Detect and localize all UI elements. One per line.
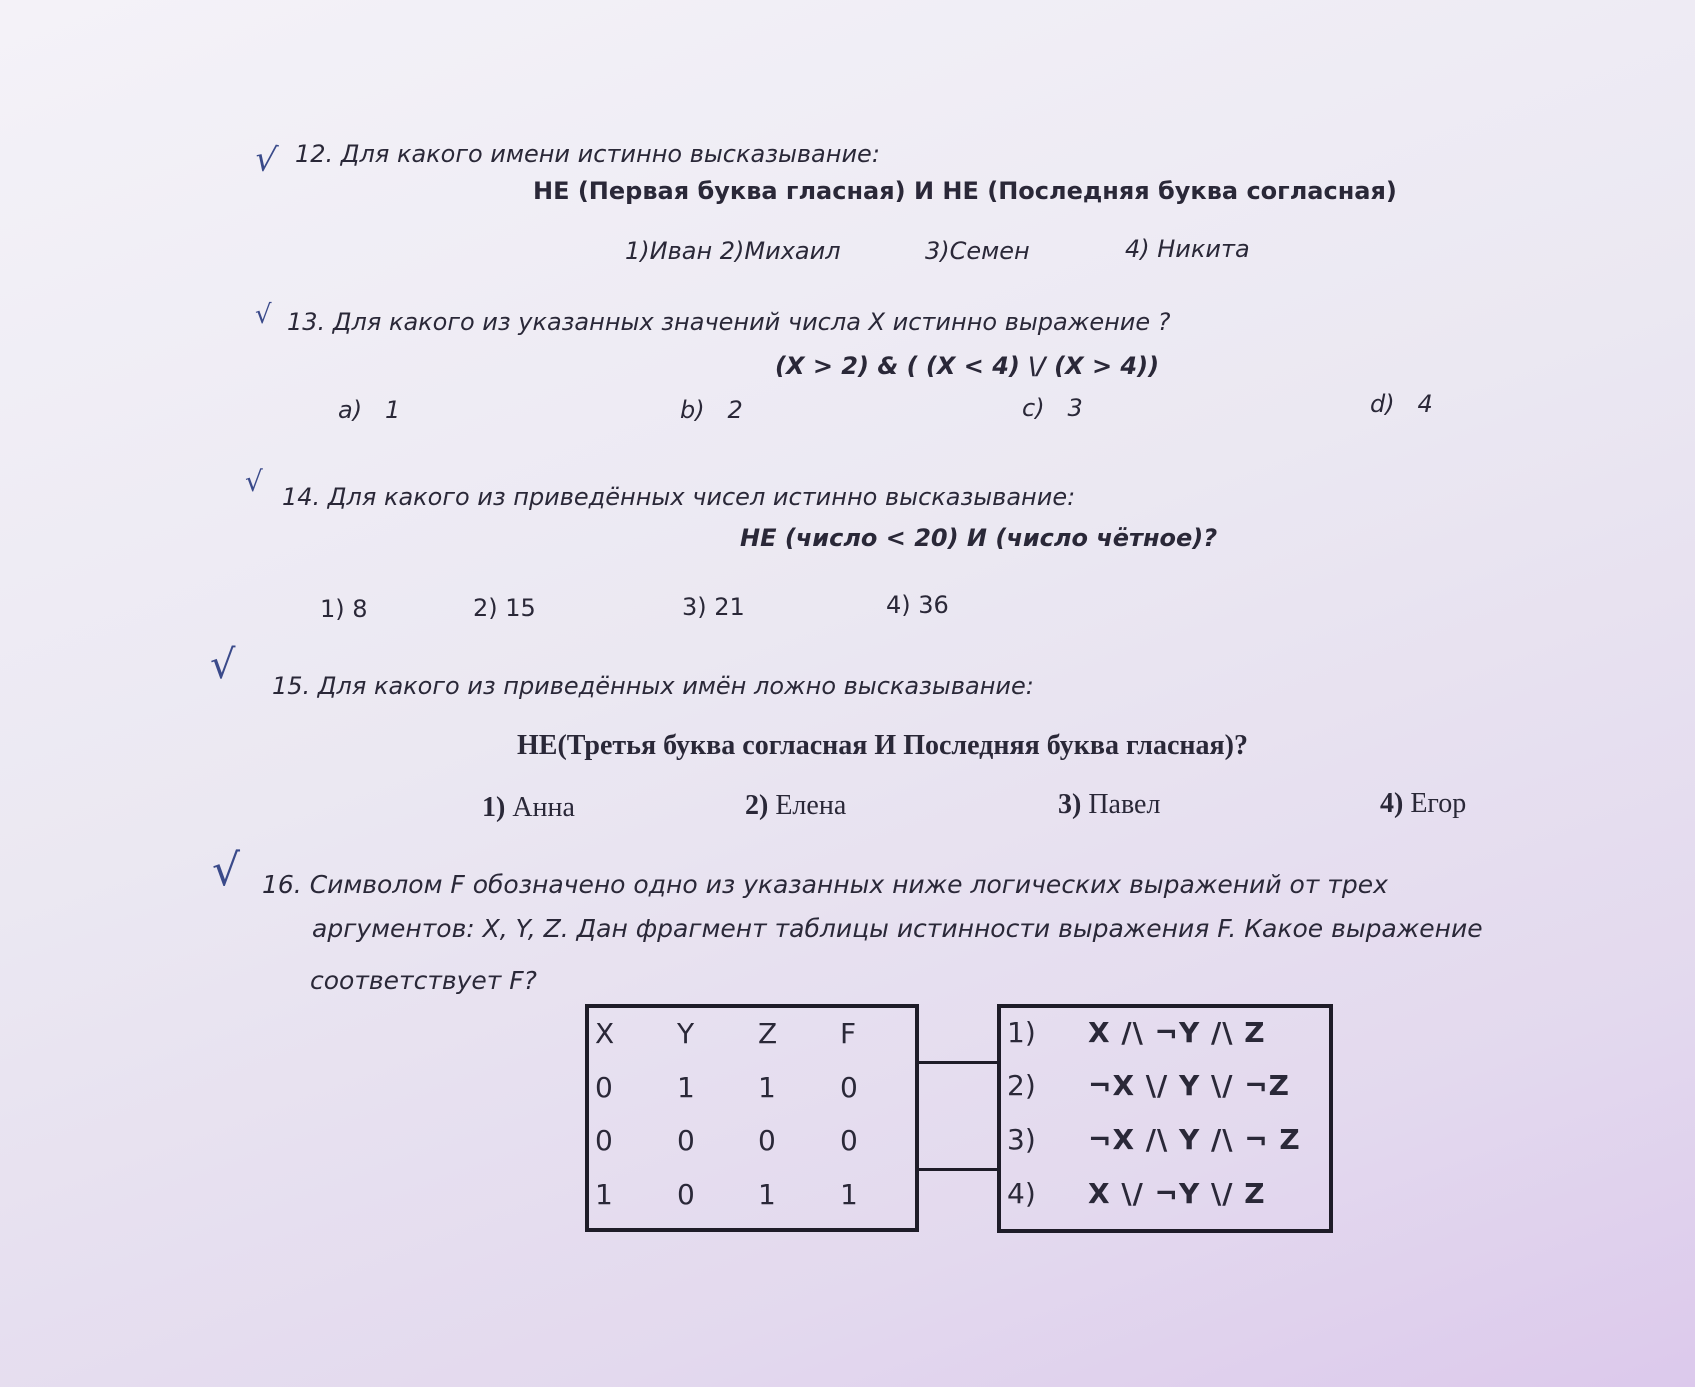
question-12: 12. Для какого имени истинно высказывание: xyxy=(295,140,880,168)
option-13-c xyxy=(1022,394,1083,422)
table-cell: 0 xyxy=(840,1124,858,1157)
formula-12: НЕ (Первая буква гласная) И НЕ (Последняя буква согласная) xyxy=(533,177,1397,205)
option-number: 1) xyxy=(482,792,506,823)
table-cell: 0 xyxy=(595,1124,613,1157)
connector-line xyxy=(915,1061,997,1064)
option-value: 3 xyxy=(1067,394,1083,422)
table-cell: 1 xyxy=(758,1178,776,1211)
table-cell: 0 xyxy=(758,1124,776,1157)
option-15-3 xyxy=(1058,789,1160,821)
table-header-y: Y xyxy=(677,1017,695,1050)
answer-expression-4: X \/ ¬Y \/ Z xyxy=(1088,1177,1266,1210)
truth-table xyxy=(585,1004,919,1232)
table-cell: 0 xyxy=(595,1071,613,1104)
table-cell: 0 xyxy=(840,1071,858,1104)
option-number: 4) xyxy=(1380,788,1404,819)
check-mark-14: √ xyxy=(245,465,263,498)
formula-14: НЕ (число < 20) И (число чётное)? xyxy=(740,524,1218,552)
answer-number-1: 1) xyxy=(1007,1016,1036,1049)
option-value: 4 xyxy=(1417,390,1433,418)
table-cell: 0 xyxy=(677,1124,695,1157)
option-15-2 xyxy=(745,790,846,822)
option-number: 2) xyxy=(745,790,769,821)
answer-number-2: 2) xyxy=(1007,1069,1036,1102)
option-15-4 xyxy=(1380,788,1466,820)
answer-expression-2: ¬X \/ Y \/ ¬Z xyxy=(1088,1069,1290,1102)
option-letter: d) xyxy=(1370,390,1395,418)
question-15: 15. Для какого из приведённых имён ложно высказывание: xyxy=(272,672,1034,700)
option-15-1 xyxy=(482,792,575,824)
question-14: 14. Для какого из приведённых чисел истинно высказывание: xyxy=(282,483,1076,511)
option-name: Елена xyxy=(775,790,847,821)
answer-number-4: 4) xyxy=(1007,1177,1036,1210)
question-13: 13. Для какого из указанных значений числа X истинно выражение ? xyxy=(287,308,1171,336)
option-letter: c) xyxy=(1022,394,1045,422)
option-number: 3) xyxy=(1058,789,1082,820)
option-13-d xyxy=(1370,390,1433,418)
table-cell: 1 xyxy=(595,1178,613,1211)
question-16-line2: аргументов: X, Y, Z. Дан фрагмент таблицы истинности выражения F. Какое выражение xyxy=(312,914,1483,943)
option-12-3: 3)Семен xyxy=(925,237,1030,265)
table-header-x: X xyxy=(595,1017,615,1050)
option-14-2: 2) 15 xyxy=(473,594,536,622)
question-16-line1: 16. Символом F обозначено одно из указанных ниже логических выражений от трех xyxy=(262,870,1388,899)
table-cell: 1 xyxy=(677,1071,695,1104)
table-header-z: Z xyxy=(758,1017,778,1050)
table-cell: 0 xyxy=(677,1178,695,1211)
option-name: Павел xyxy=(1088,789,1161,820)
answer-number-3: 3) xyxy=(1007,1123,1036,1156)
answer-expression-3: ¬X /\ Y /\ ¬ Z xyxy=(1088,1123,1301,1156)
option-13-a xyxy=(338,396,400,424)
option-14-4: 4) 36 xyxy=(886,591,949,619)
option-letter: a) xyxy=(338,396,363,424)
option-13-b xyxy=(680,396,743,424)
option-letter: b) xyxy=(680,396,705,424)
option-value: 2 xyxy=(727,396,743,424)
formula-13: (X > 2) & ( (X < 4) \/ (X > 4)) xyxy=(775,352,1160,380)
question-16-line3: соответствует F? xyxy=(310,966,537,995)
formula-15: НЕ(Третья буква согласная И Последняя буква гласная)? xyxy=(517,730,1248,761)
table-cell: 1 xyxy=(758,1071,776,1104)
check-mark-15: √ xyxy=(210,642,236,688)
table-header-f: F xyxy=(840,1017,857,1050)
answer-expression-1: X /\ ¬Y /\ Z xyxy=(1088,1016,1266,1049)
table-cell: 1 xyxy=(840,1178,858,1211)
check-mark-12: √ xyxy=(252,138,280,182)
option-12-1-2: 1)Иван 2)Михаил xyxy=(625,237,841,265)
option-name: Анна xyxy=(512,792,575,823)
option-name: Егор xyxy=(1410,788,1467,819)
option-14-3: 3) 21 xyxy=(682,593,745,621)
option-value: 1 xyxy=(384,396,401,424)
check-mark-13: √ xyxy=(255,300,272,330)
option-14-1: 1) 8 xyxy=(320,595,368,623)
connector-line xyxy=(915,1168,997,1171)
check-mark-16: √ xyxy=(212,845,241,896)
option-12-4: 4) Никита xyxy=(1125,235,1250,263)
